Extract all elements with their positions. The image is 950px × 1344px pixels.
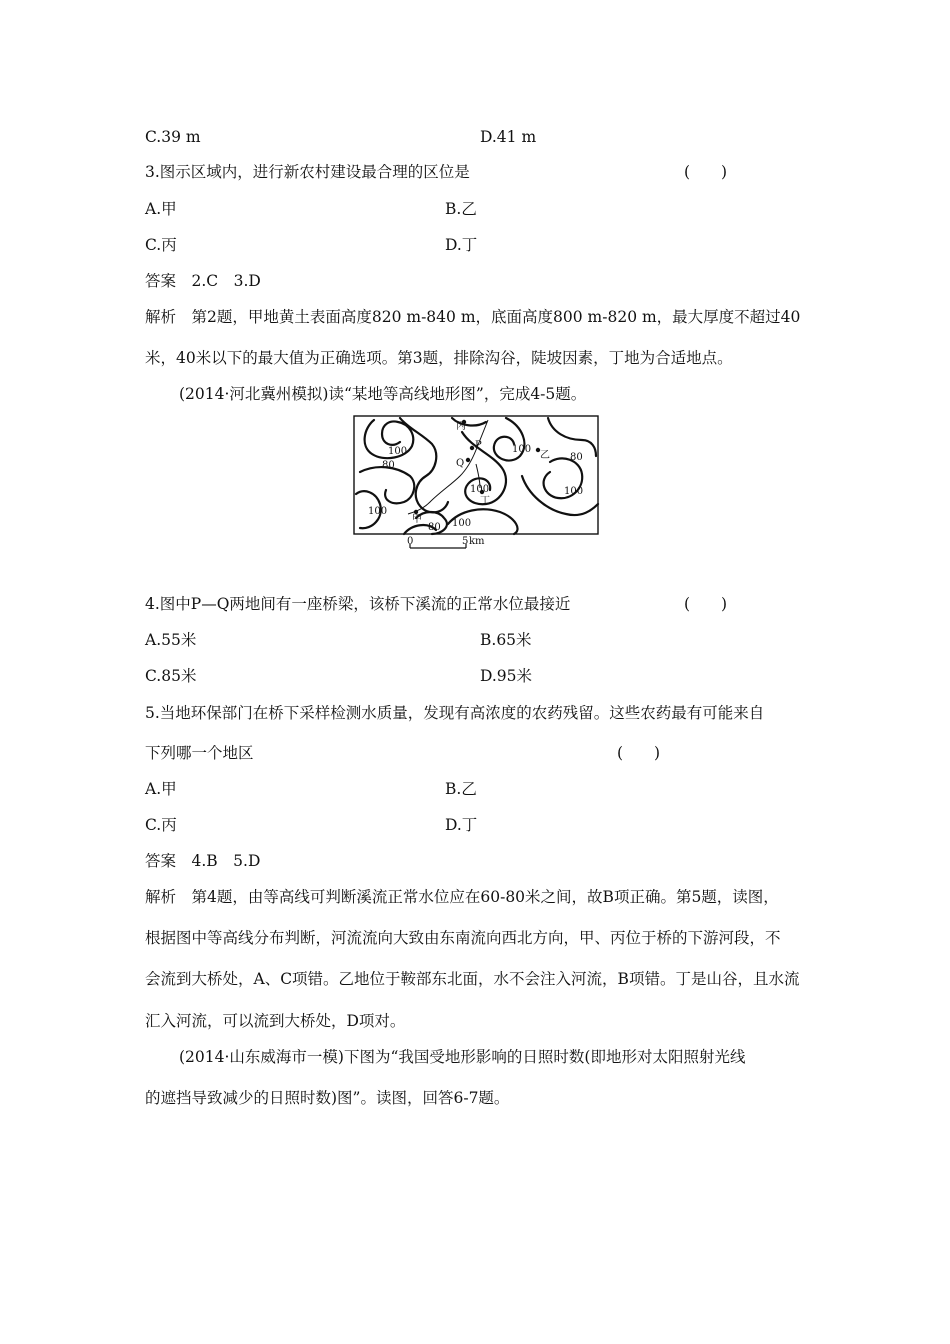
label-ding: 丁 (480, 496, 490, 507)
contour-map (352, 414, 600, 554)
point-q (466, 458, 470, 462)
answer-2-3: 答案 2.C 3.D (145, 272, 261, 290)
label-q: Q (456, 458, 465, 469)
q5-stem-line1: 5.当地环保部门在桥下采样检测水质量，发现有高浓度的农药残留。这些农药最有可能来自 (145, 704, 765, 722)
q5-option-b: B.乙 (445, 780, 477, 798)
q4-answer-paren: ( ) (684, 595, 728, 613)
q4-option-d: D.95米 (480, 667, 533, 685)
q4-option-c: C.85米 (145, 667, 197, 685)
analysis-4-5-line4: 汇入河流，可以流到大桥处，D项对。 (145, 1012, 406, 1030)
q4-option-a: A.55米 (145, 631, 197, 649)
q2-option-d: D.41 m (480, 128, 537, 146)
contour-map-svg (352, 414, 600, 554)
intro-4-5: (2014·河北冀州模拟)读“某地等高线地形图”，完成4-5题。 (179, 385, 587, 403)
label-bing: 丙 (456, 421, 466, 432)
q3-option-b: B.乙 (445, 200, 477, 218)
scale-zero: 0 (407, 536, 414, 547)
label-p: P (475, 440, 482, 451)
q3-stem: 3.图示区域内，进行新农村建设最合理的区位是 (145, 163, 470, 181)
intro-6-7-line2: 的遮挡导致减少的日照时数)图”。读图，回答6-7题。 (145, 1089, 510, 1107)
contour-line (522, 476, 598, 515)
contour-label: 80 (570, 452, 583, 463)
contour-line (400, 418, 448, 512)
q5-stem-line2: 下列哪一个地区 (145, 744, 254, 762)
point-p (470, 446, 474, 450)
analysis-4-5-line3: 会流到大桥处，A、C项错。乙地位于鞍部东北面，水不会注入河流，B项错。丁是山谷，且水流 (145, 970, 800, 988)
intro-6-7-line1: (2014·山东威海市一模)下图为“我国受地形影响的日照时数(即地形对太阳照射光线 (179, 1048, 746, 1066)
contour-label: 100 (564, 486, 584, 497)
q3-option-d: D.丁 (445, 236, 478, 254)
q5-option-a: A.甲 (145, 780, 177, 798)
q4-stem: 4.图中P—Q两地间有一座桥梁，该桥下溪流的正常水位最接近 (145, 595, 571, 613)
contour-label: 80 (428, 522, 441, 533)
scale-bar (407, 536, 485, 548)
contour-label: 100 (512, 444, 532, 455)
scale-unit: km (469, 536, 485, 547)
contour-line (360, 467, 414, 503)
q2-option-c: C.39 m (145, 128, 201, 146)
contour-label: 100 (388, 446, 408, 457)
contour-label: 100 (452, 518, 472, 529)
contour-label: 80 (382, 460, 395, 471)
contour-lines (356, 418, 598, 534)
q5-answer-paren: ( ) (617, 744, 661, 762)
contour-label: 100 (368, 506, 388, 517)
q3-option-c: C.丙 (145, 236, 177, 254)
q3-answer-paren: ( ) (684, 163, 728, 181)
label-jia: 甲 (412, 514, 422, 525)
q5-option-d: D.丁 (445, 816, 478, 834)
analysis-4-5-line1: 解析 第4题，由等高线可判断溪流正常水位应在60-80米之间，故B项正确。第5题，读图， (145, 888, 779, 906)
analysis-2-3-line1: 解析 第2题，甲地黄土表面高度820 m-840 m，底面高度800 m-820 m，最大厚度不超过40 (145, 308, 801, 326)
answer-4-5: 答案 4.B 5.D (145, 852, 261, 870)
q5-option-c: C.丙 (145, 816, 177, 834)
label-yi: 乙 (540, 450, 550, 461)
scale-five: 5 (462, 536, 469, 547)
contour-line (548, 418, 596, 456)
analysis-2-3-line2: 米，40米以下的最大值为正确选项。第3题，排除沟谷，陡坡因素，丁地为合适地点。 (145, 349, 733, 367)
q4-option-b: B.65米 (480, 631, 532, 649)
contour-label: 100 (470, 484, 490, 495)
analysis-4-5-line2: 根据图中等高线分布判断，河流流向大致由东南流向西北方向，甲、丙位于桥的下游河段，不 (145, 929, 781, 947)
q3-option-a: A.甲 (145, 200, 177, 218)
